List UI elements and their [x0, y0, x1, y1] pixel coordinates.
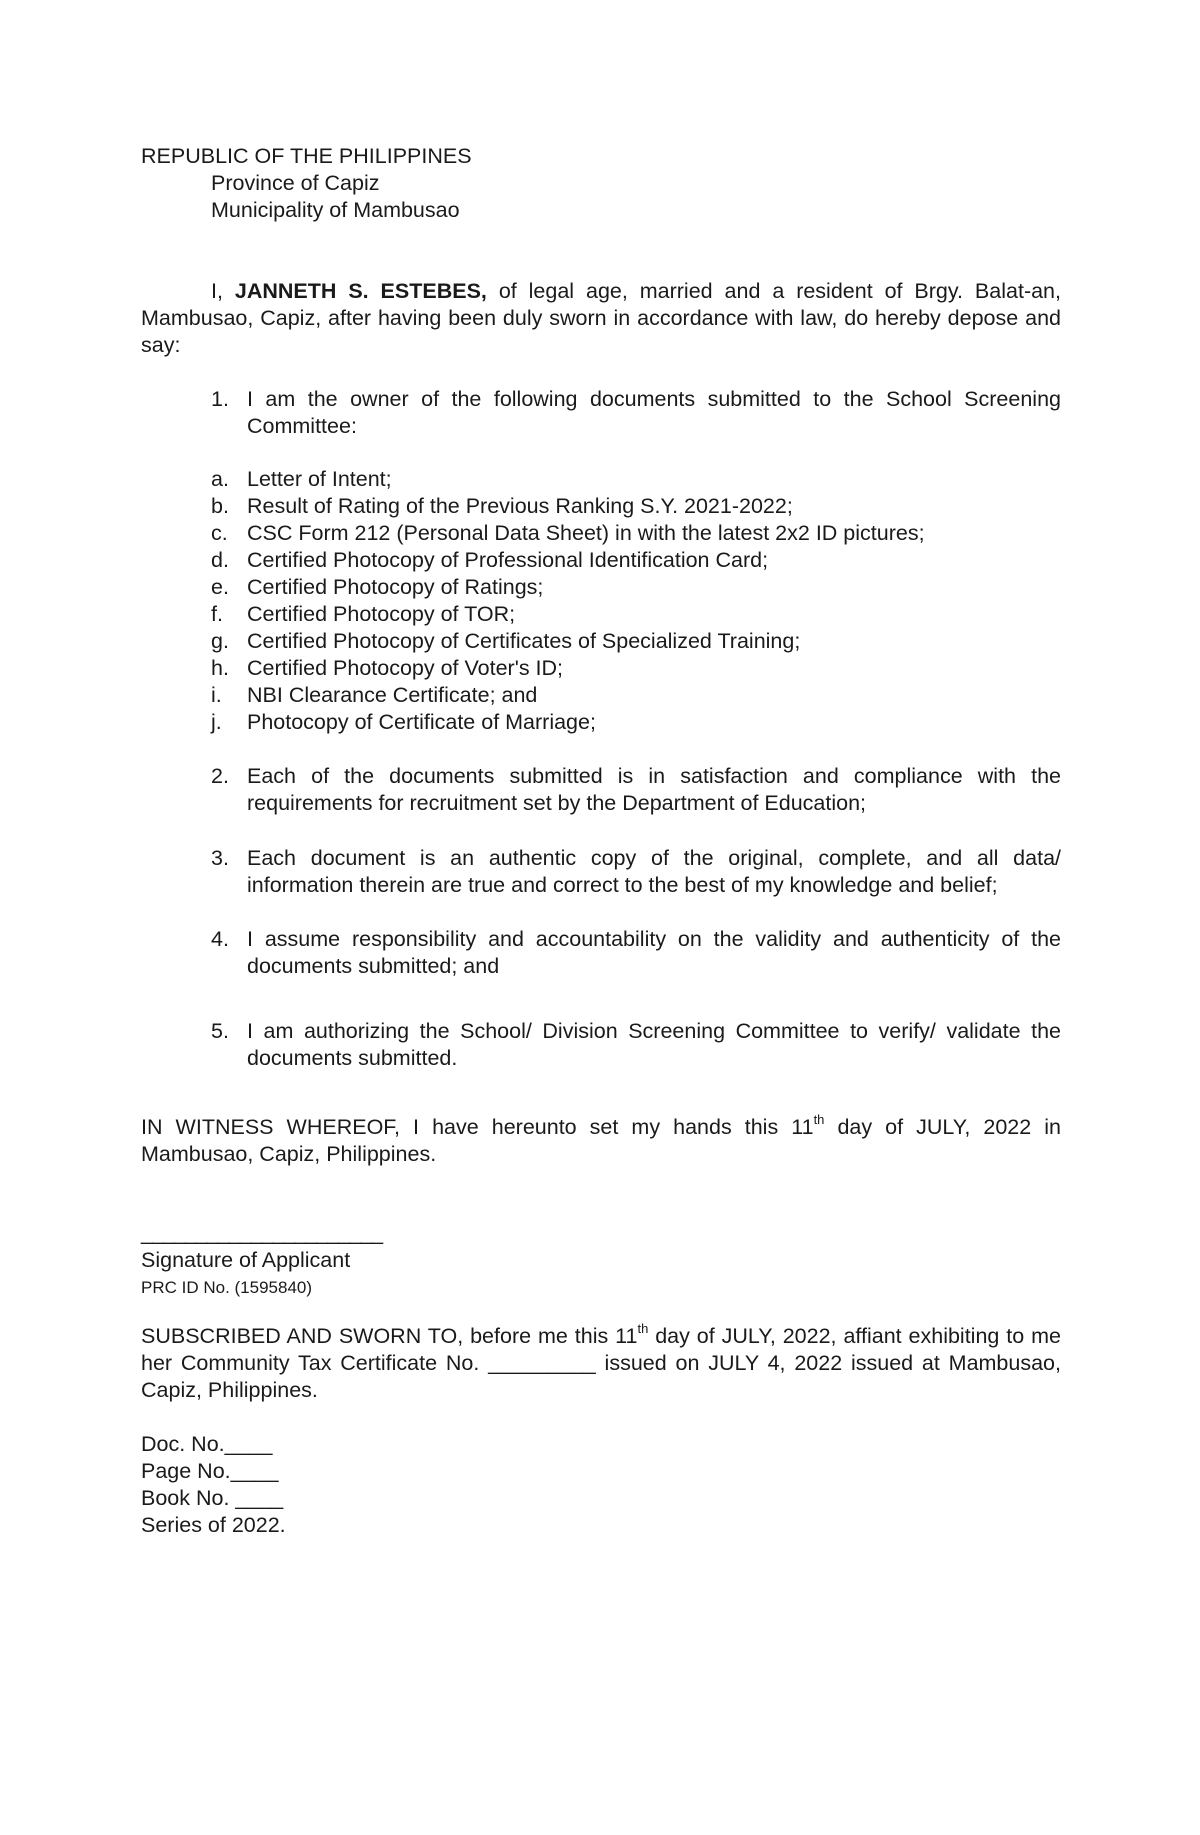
item-text: I am authorizing the School/ Division Screening Committee to verify/ validate the documents submitted.: [247, 1019, 1061, 1070]
document-letter: f.: [211, 602, 223, 626]
document-item: [141, 682, 1061, 709]
documents-list: [141, 466, 1061, 736]
list-item: [141, 1018, 1061, 1072]
item-number: 4.: [211, 927, 229, 951]
document-text: NBI Clearance Certificate; and: [247, 683, 538, 707]
document-letter: b.: [211, 494, 229, 518]
country-heading: REPUBLIC OF THE PHILIPPINES: [141, 144, 472, 168]
item-text: I am the owner of the following documents submitted to the School Screening Committee:: [247, 387, 1061, 438]
document-text: Certified Photocopy of Voter's ID;: [247, 656, 564, 680]
doc-number: Doc. No.____: [141, 1432, 273, 1456]
item-text: I assume responsibility and accountability on the validity and authenticity of the documents submitted; and: [247, 927, 1061, 978]
subscribed-text-after: day of JULY, 2022, affiant exhibiting to me her Community Tax Certificate No. _________ issued on JULY 4, 2022 issued at Mambusao, Capiz, Philippines.: [141, 1324, 1061, 1402]
subscribed-paragraph: [141, 1320, 1061, 1404]
municipality-heading: Municipality of Mambusao: [211, 198, 460, 222]
intro-prefix: I,: [211, 279, 223, 303]
document-letter: a.: [211, 467, 229, 491]
item-text: Each document is an authentic copy of the original, complete, and all data/ information therein are true and correct to the best of my knowledge and belief;: [247, 846, 1061, 897]
document-item: [141, 601, 1061, 628]
document-text: Letter of Intent;: [247, 467, 392, 491]
series-year: Series of 2022.: [141, 1513, 286, 1537]
subscribed-text-before: SUBSCRIBED AND SWORN TO, before me this 11: [141, 1324, 638, 1348]
affiant-name: JANNETH S. ESTEBES,: [234, 279, 487, 303]
document-text: Certified Photocopy of TOR;: [247, 602, 516, 626]
document-text: Certified Photocopy of Certificates of Specialized Training;: [247, 629, 801, 653]
province-heading: Province of Capiz: [211, 171, 380, 195]
page-number: Page No.____: [141, 1459, 279, 1483]
signature-line: ______________________: [141, 1221, 383, 1245]
document-text: Certified Photocopy of Professional Identification Card;: [247, 548, 769, 572]
document-item: [141, 547, 1061, 574]
document-letter: i.: [211, 683, 222, 707]
list-item: [141, 763, 1061, 817]
document-item: [141, 466, 1061, 493]
intro-paragraph: [141, 278, 1061, 359]
document-item: [141, 628, 1061, 655]
document-text: Result of Rating of the Previous Ranking S.Y. 2021-2022;: [247, 494, 793, 518]
document-letter: e.: [211, 575, 229, 599]
item-number: 5.: [211, 1019, 229, 1043]
book-number: Book No. ____: [141, 1486, 284, 1510]
item-text: Each of the documents submitted is in satisfaction and compliance with the requirements for recruitment set by the Department of Education;: [247, 764, 1061, 815]
document-letter: d.: [211, 548, 229, 572]
document-item: [141, 574, 1061, 601]
witness-ordinal: th: [813, 1111, 825, 1127]
list-item: [141, 386, 1061, 440]
document-letter: c.: [211, 521, 228, 545]
signature-block: [141, 1220, 1061, 1301]
witness-text-before: IN WITNESS WHEREOF, I have hereunto set my hands this 11: [141, 1115, 814, 1139]
subscribed-ordinal: th: [637, 1320, 649, 1336]
document-item: [141, 493, 1061, 520]
header-block: [141, 143, 1061, 224]
intro-text: of legal age, married and a resident of Brgy. Balat-an, Mambusao, Capiz, after having been duly sworn in accordance with law, do hereby depose and say:: [141, 279, 1061, 357]
signature-label: Signature of Applicant: [141, 1248, 351, 1272]
prc-id: PRC ID No. (1595840): [141, 1278, 313, 1297]
document-letter: g.: [211, 629, 229, 653]
document-letter: j.: [211, 710, 222, 734]
notary-block: [141, 1431, 1061, 1539]
witness-text-after: day of JULY, 2022 in Mambusao, Capiz, Philippines.: [141, 1115, 1061, 1166]
item-number: 3.: [211, 846, 229, 870]
document-item: [141, 655, 1061, 682]
affidavit-document: [141, 143, 1061, 1539]
item-number: 2.: [211, 764, 229, 788]
witness-paragraph: [141, 1111, 1061, 1168]
document-text: Certified Photocopy of Ratings;: [247, 575, 544, 599]
list-item: [141, 926, 1061, 980]
list-item: [141, 845, 1061, 899]
item-number: 1.: [211, 387, 229, 411]
document-letter: h.: [211, 656, 229, 680]
document-item: [141, 520, 1061, 547]
document-text: CSC Form 212 (Personal Data Sheet) in with the latest 2x2 ID pictures;: [247, 521, 925, 545]
document-item: [141, 709, 1061, 736]
document-text: Photocopy of Certificate of Marriage;: [247, 710, 596, 734]
